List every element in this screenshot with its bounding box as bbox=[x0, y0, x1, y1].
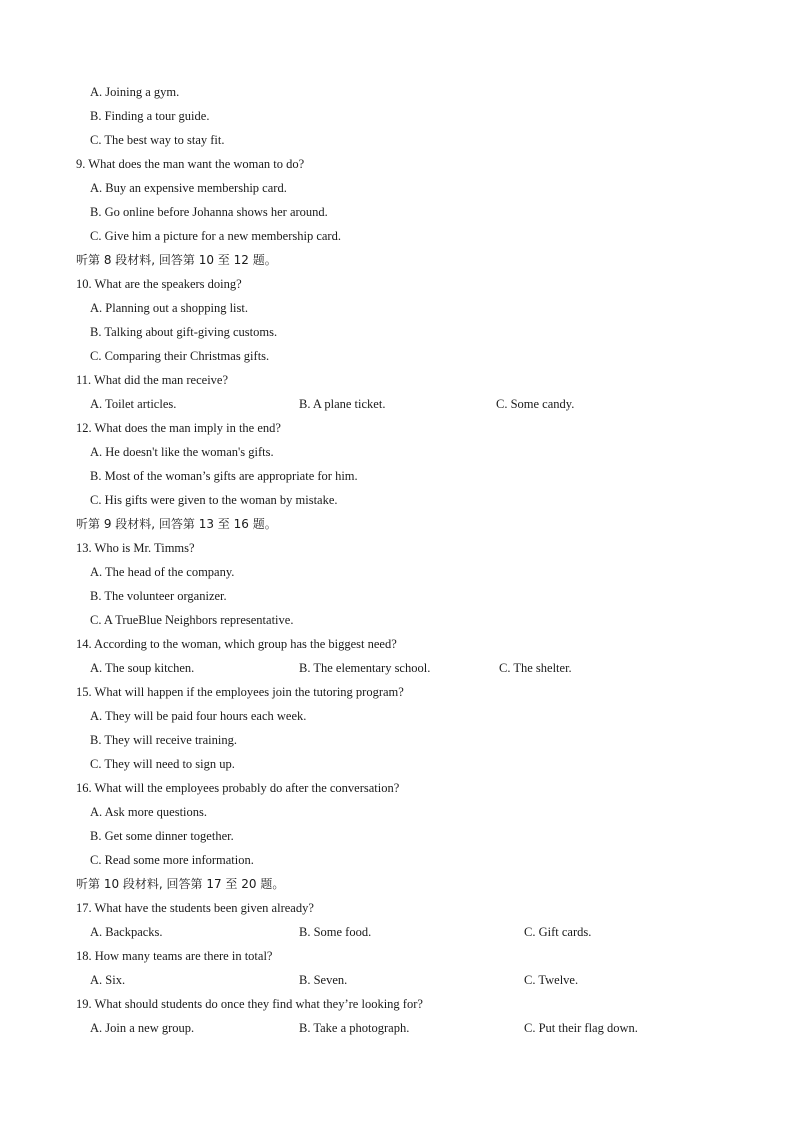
q18-option-b: B. Seven. bbox=[299, 973, 348, 987]
q19-option-b: B. Take a photograph. bbox=[299, 1021, 410, 1035]
q16-option-a: A. Ask more questions. bbox=[90, 805, 208, 819]
q16-option-b: B. Get some dinner together. bbox=[90, 829, 234, 843]
q14-question: 14. According to the woman, which group has the biggest need? bbox=[76, 637, 397, 651]
q19-question: 19. What should students do once they find what they’re looking for? bbox=[76, 997, 423, 1011]
exam-page bbox=[0, 80, 794, 1040]
q10-option-c: C. Comparing their Christmas gifts. bbox=[90, 349, 270, 363]
q19-options-row bbox=[0, 1016, 794, 1040]
q15-question: 15. What will happen if the employees join the tutoring program? bbox=[76, 685, 404, 699]
q13-option-b: B. The volunteer organizer. bbox=[90, 589, 227, 603]
q10-option-a: A. Planning out a shopping list. bbox=[90, 301, 248, 315]
section-9-header: 听第 9 段材料, 回答第 13 至 16 题。 bbox=[76, 517, 277, 531]
q11-option-a: A. Toilet articles. bbox=[90, 397, 177, 411]
q17-question: 17. What have the students been given already? bbox=[76, 901, 314, 915]
q9-option-a: A. Buy an expensive membership card. bbox=[90, 181, 287, 195]
q17-option-a: A. Backpacks. bbox=[90, 925, 163, 939]
q8-option-c: C. The best way to stay fit. bbox=[90, 133, 225, 147]
q10-question: 10. What are the speakers doing? bbox=[76, 277, 242, 291]
q18-question: 18. How many teams are there in total? bbox=[76, 949, 273, 963]
q12-option-b: B. Most of the woman’s gifts are appropriate for him. bbox=[90, 469, 358, 483]
q14-option-a: A. The soup kitchen. bbox=[90, 661, 195, 675]
q12-option-c: C. His gifts were given to the woman by mistake. bbox=[90, 493, 338, 507]
q8-option-a: A. Joining a gym. bbox=[90, 85, 180, 99]
q10-option-b: B. Talking about gift-giving customs. bbox=[90, 325, 278, 339]
q11-option-b: B. A plane ticket. bbox=[299, 397, 386, 411]
q9-question: 9. What does the man want the woman to do? bbox=[76, 157, 305, 171]
q9-option-b: B. Go online before Johanna shows her around. bbox=[90, 205, 328, 219]
q15-option-a: A. They will be paid four hours each week. bbox=[90, 709, 307, 723]
q11-question: 11. What did the man receive? bbox=[76, 373, 229, 387]
q12-question: 12. What does the man imply in the end? bbox=[76, 421, 281, 435]
q15-option-c: C. They will need to sign up. bbox=[90, 757, 235, 771]
q14-options-row bbox=[0, 656, 794, 680]
q12-option-a: A. He doesn't like the woman's gifts. bbox=[90, 445, 274, 459]
q17-option-c: C. Gift cards. bbox=[524, 925, 592, 939]
q9-option-c: C. Give him a picture for a new membership card. bbox=[90, 229, 341, 243]
q13-question: 13. Who is Mr. Timms? bbox=[76, 541, 195, 555]
q13-option-a: A. The head of the company. bbox=[90, 565, 235, 579]
q18-option-a: A. Six. bbox=[90, 973, 126, 987]
q18-options-row bbox=[0, 968, 794, 992]
q8-option-b: B. Finding a tour guide. bbox=[90, 109, 210, 123]
q16-question: 16. What will the employees probably do after the conversation? bbox=[76, 781, 400, 795]
q14-option-b: B. The elementary school. bbox=[299, 661, 431, 675]
q19-option-c: C. Put their flag down. bbox=[524, 1021, 638, 1035]
q11-options-row bbox=[0, 392, 794, 416]
q17-options-row bbox=[0, 920, 794, 944]
section-8-header: 听第 8 段材料, 回答第 10 至 12 题。 bbox=[76, 253, 277, 267]
q16-option-c: C. Read some more information. bbox=[90, 853, 254, 867]
q14-option-c: C. The shelter. bbox=[499, 661, 572, 675]
q17-option-b: B. Some food. bbox=[299, 925, 372, 939]
q13-option-c: C. A TrueBlue Neighbors representative. bbox=[90, 613, 294, 627]
q11-option-c: C. Some candy. bbox=[496, 397, 575, 411]
section-10-header: 听第 10 段材料, 回答第 17 至 20 题。 bbox=[76, 877, 285, 891]
q19-option-a: A. Join a new group. bbox=[90, 1021, 195, 1035]
q15-option-b: B. They will receive training. bbox=[90, 733, 237, 747]
q18-option-c: C. Twelve. bbox=[524, 973, 579, 987]
